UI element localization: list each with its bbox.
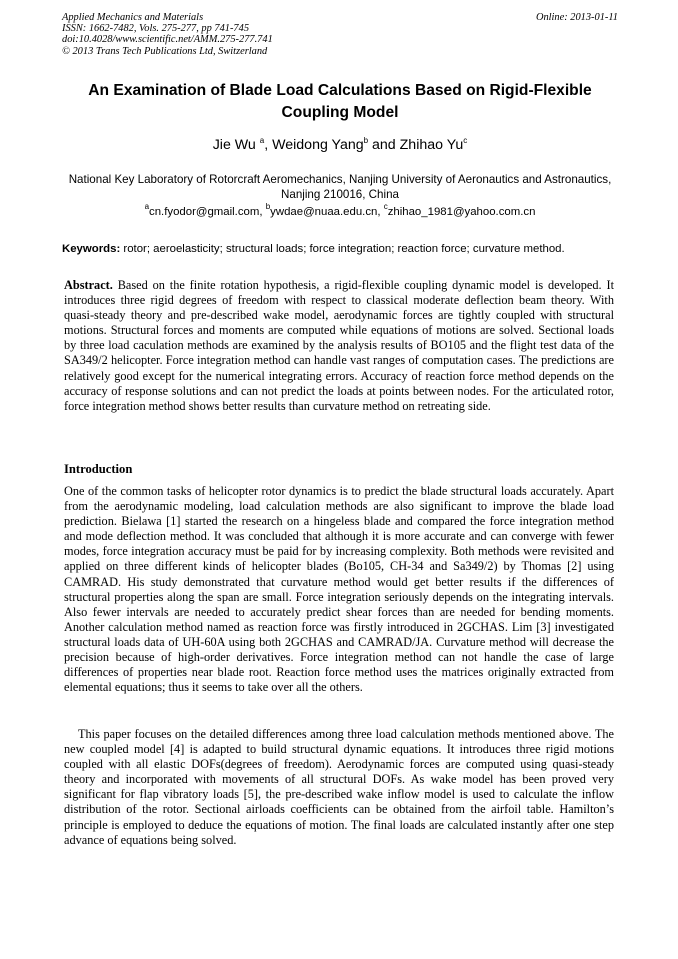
keywords-label: Keywords: bbox=[62, 243, 121, 255]
author-affil-mark: c bbox=[463, 136, 468, 145]
email-list bbox=[62, 202, 618, 220]
keywords bbox=[62, 242, 622, 257]
copyright-line: © 2013 Trans Tech Publications Ltd, Switzerland bbox=[62, 45, 268, 57]
email-separator: , bbox=[259, 206, 266, 218]
author-name: Weidong Yang bbox=[272, 137, 364, 153]
doi-line: doi:10.4028/www.scientific.net/AMM.275-277.741 bbox=[62, 34, 273, 46]
section-heading-introduction: Introduction bbox=[64, 462, 133, 476]
intro-paragraph-1: One of the common tasks of helicopter rotor dynamics is to predict the blade structural loads accurately. Apart from the aerodynamic modeling, load calculation methods are also significant to improve the blade load prediction. Bielawa [1] started the research on a hingeless blade and compared the force integration method and mode deflection method. It was concluded that although it is more accurate and can converge with fewer modes, force integration accuracy must be paid for by increasing complexity. Both methods were revisited and applied on three different kinds of helicopter blades (Bo105, CH-34 and Sa349/2) by Thomas [2] using CAMRAD. His study demonstrated that curvature method would get better results if the differences of structural properties along the span are small. Force integration seriously depends on the integrating intervals. Also fewer intervals are needed to accurately predict shear forces than are needed for bending moments. Another calculation method named as reaction force was firstly introduced in 2GCHAS. Lim [3] investigated structural loads data of UH-60A using both 2GCHAS and CAMRAD/JA. Curvature method will decrease the precision because of high-order derivatives. Force integration method can not handle the case of large differences of properties near blade root. Reaction force method uses the matrices originally extracted from elemental equations; thus it seems to take over all the others. bbox=[64, 484, 614, 695]
intro-paragraph-2: This paper focuses on the detailed differences among three load calculation methods mentioned above. The new coupled model [4] is adapted to build structural dynamic equations. It introduces three rigid motions coupled with all elastic DOFs(degrees of freedom). Aerodynamic forces are computed using quasi-steady theory and incorporated with movements of all structural DOFs. As wake model has been proved very significant for flap vibratory loads [5], the pre-described wake inflow model is used to calculate the inflow distribution of the rotor. Sectional airloads coefficients can be obtained from the airfoil table. Hamilton’s principle is employed to deduce the equations of motion. The final loads are calculated instantly after one step advance of equations being solved. bbox=[64, 727, 614, 847]
author-separator: and bbox=[368, 137, 400, 153]
journal-name: Applied Mechanics and Materials bbox=[62, 12, 204, 23]
paper-title: An Examination of Blade Load Calculations Based on Rigid-Flexible Coupling Model bbox=[88, 82, 592, 121]
email-separator: , bbox=[377, 206, 384, 218]
author-affil-mark: a bbox=[259, 136, 265, 145]
keywords-text: rotor; aeroelasticity; structural loads; force integration; reaction force; curvature method. bbox=[120, 243, 565, 255]
journal-info bbox=[62, 12, 618, 57]
online-date: Online: 2013-01-11 bbox=[535, 12, 618, 23]
email-mark: a bbox=[144, 202, 150, 211]
author-name: Zhihao Yu bbox=[399, 137, 464, 153]
author-list bbox=[62, 136, 618, 154]
email-mark: b bbox=[265, 202, 271, 211]
author-separator: , bbox=[264, 137, 273, 153]
affiliation: National Key Laboratory of Rotorcraft Aeromechanics, Nanjing University of Aeronautics and Astronautics, Nanjing 210016, China bbox=[68, 173, 612, 201]
issn-line: ISSN: 1662-7482, Vols. 275-277, pp 741-745 bbox=[62, 23, 250, 35]
abstract-label: Abstract. bbox=[64, 278, 113, 292]
email-link[interactable]: ywdae@nuaa.edu.cn bbox=[270, 206, 378, 218]
email-link[interactable]: cn.fyodor@gmail.com bbox=[149, 206, 260, 218]
journal-header bbox=[62, 12, 618, 57]
author-name: Jie Wu bbox=[212, 137, 256, 153]
abstract bbox=[64, 278, 614, 414]
email-link[interactable]: zhihao_1981@yahoo.com.cn bbox=[387, 206, 536, 218]
abstract-text: Based on the finite rotation hypothesis, a rigid-flexible coupling dynamic model is developed. It introduces three rigid degrees of freedom with respect to classical moderate deflection beam theory. With quasi-steady theory and pre-described wake model, aerodynamic forces are tightly coupled with structural motions. Structural forces and moments are computed while equations of motions are solved. Sectional loads by three load caculation methods are examined by the analysis results of BO105 and the flight test data of the SA349/2 helicopter. Force integration method can handle vast ranges of computation cases. The predictions are relatively good except for the numerical integrating errors. Accuracy of reaction force method depends on the accuracy of response solutions and can not predict the loads at points between nodes. For the articulated rotor, force integration method shows better results than curvature method on retreating side. bbox=[64, 278, 614, 413]
email-mark: c bbox=[383, 202, 388, 211]
author-affil-mark: b bbox=[363, 136, 369, 145]
